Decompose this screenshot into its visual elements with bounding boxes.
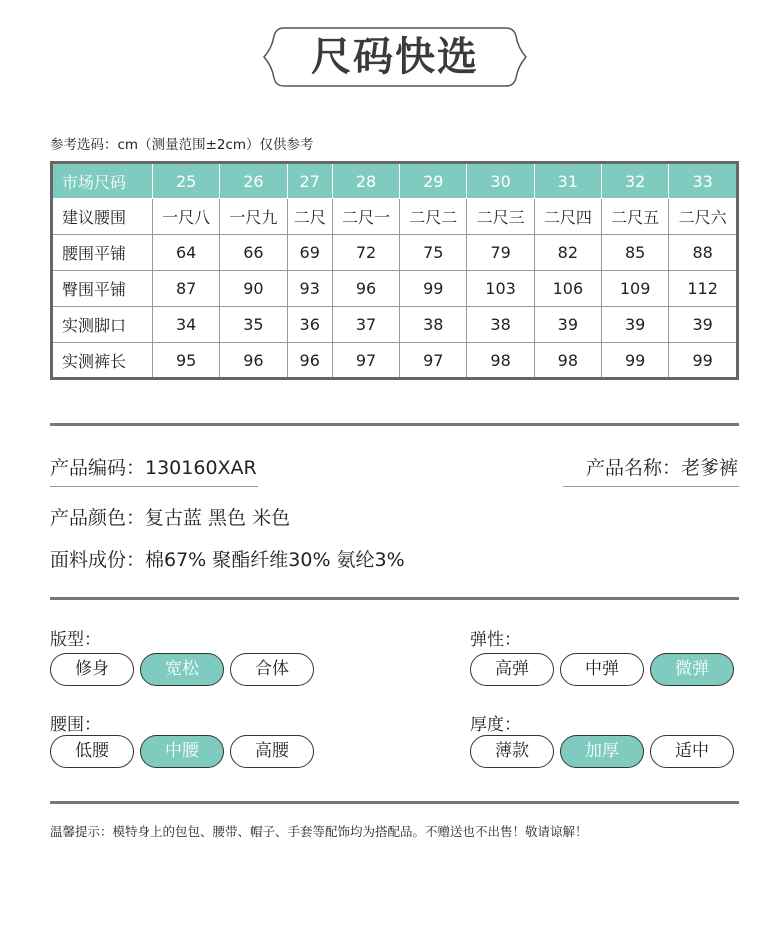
table-cell: 99 (602, 343, 669, 379)
product-name: 产品名称：老爹裤 (585, 457, 738, 479)
table-cell: 75 (400, 235, 467, 271)
table-cell: 72 (332, 235, 399, 271)
table-cell: 97 (332, 343, 399, 379)
table-cell: 29 (400, 163, 467, 199)
table-cell: 109 (602, 271, 669, 307)
table-cell: 32 (602, 163, 669, 199)
waist-label: 腰围： (50, 715, 101, 735)
waist-option-1[interactable]: 低腰 (50, 735, 134, 768)
size-table (50, 161, 739, 380)
table-cell: 106 (534, 271, 601, 307)
table-header-row (52, 163, 738, 199)
warm-tip: 温馨提示：模特身上的包包、腰带、帽子、手套等配饰均为搭配品。不赠送也不出售！敬请谅解！ (50, 824, 588, 839)
table-cell: 97 (400, 343, 467, 379)
table-cell: 96 (332, 271, 399, 307)
table-cell: 90 (220, 271, 287, 307)
table-cell: 39 (534, 307, 601, 343)
row-label: 实测裤长 (52, 343, 153, 379)
table-cell: 30 (467, 163, 534, 199)
waist-option-2[interactable]: 中腰 (140, 735, 224, 768)
table-cell: 38 (467, 307, 534, 343)
table-cell: 39 (669, 307, 738, 343)
table-cell: 31 (534, 163, 601, 199)
row-label: 臀围平铺 (52, 271, 153, 307)
title-badge (262, 26, 528, 88)
table-row (52, 235, 738, 271)
table-cell: 36 (287, 307, 332, 343)
row-label: 腰围平铺 (52, 235, 153, 271)
table-cell: 27 (287, 163, 332, 199)
table-cell: 95 (153, 343, 220, 379)
table-cell: 二尺六 (669, 199, 738, 235)
table-cell: 25 (153, 163, 220, 199)
divider-3 (50, 801, 739, 804)
table-row (52, 307, 738, 343)
fit-label: 版型： (50, 630, 101, 650)
product-name-underline (563, 486, 739, 487)
thickness-option-3[interactable]: 适中 (650, 735, 734, 768)
table-cell: 二尺一 (332, 199, 399, 235)
table-cell: 39 (602, 307, 669, 343)
table-cell: 99 (400, 271, 467, 307)
table-cell: 二尺四 (534, 199, 601, 235)
row-label: 市场尺码 (52, 163, 153, 199)
table-cell: 112 (669, 271, 738, 307)
table-cell: 二尺三 (467, 199, 534, 235)
table-cell: 28 (332, 163, 399, 199)
table-cell: 103 (467, 271, 534, 307)
waist-option-3[interactable]: 高腰 (230, 735, 314, 768)
thickness-label: 厚度： (470, 715, 521, 735)
table-cell: 37 (332, 307, 399, 343)
fit-option-1[interactable]: 修身 (50, 653, 134, 686)
table-cell: 99 (669, 343, 738, 379)
table-cell: 一尺九 (220, 199, 287, 235)
elasticity-option-1[interactable]: 高弹 (470, 653, 554, 686)
row-label: 实测脚口 (52, 307, 153, 343)
page-title: 尺码快选 (311, 34, 479, 80)
table-cell: 79 (467, 235, 534, 271)
table-cell: 98 (467, 343, 534, 379)
fit-option-3[interactable]: 合体 (230, 653, 314, 686)
table-cell: 93 (287, 271, 332, 307)
table-row (52, 199, 738, 235)
row-label: 建议腰围 (52, 199, 153, 235)
product-fabric: 面料成份：棉67% 聚酯纤维30% 氨纶3% (50, 549, 405, 571)
table-cell: 35 (220, 307, 287, 343)
elasticity-option-3[interactable]: 微弹 (650, 653, 734, 686)
thickness-option-1[interactable]: 薄款 (470, 735, 554, 768)
table-cell: 二尺五 (602, 199, 669, 235)
table-cell: 69 (287, 235, 332, 271)
table-cell: 二尺二 (400, 199, 467, 235)
table-cell: 88 (669, 235, 738, 271)
table-row (52, 343, 738, 379)
table-cell: 96 (287, 343, 332, 379)
table-cell: 85 (602, 235, 669, 271)
product-colors: 产品颜色：复古蓝 黑色 米色 (50, 507, 291, 529)
fit-option-2[interactable]: 宽松 (140, 653, 224, 686)
table-cell: 33 (669, 163, 738, 199)
table-cell: 96 (220, 343, 287, 379)
table-cell: 64 (153, 235, 220, 271)
table-cell: 34 (153, 307, 220, 343)
elasticity-label: 弹性： (470, 630, 521, 650)
table-cell: 87 (153, 271, 220, 307)
product-code: 产品编码：130160XAR (50, 457, 257, 479)
divider-1 (50, 423, 739, 426)
table-row (52, 271, 738, 307)
elasticity-option-2[interactable]: 中弹 (560, 653, 644, 686)
reference-note: 参考选码：cm（测量范围±2cm）仅供参考 (50, 137, 314, 153)
table-cell: 82 (534, 235, 601, 271)
product-code-underline (50, 486, 258, 487)
table-cell: 26 (220, 163, 287, 199)
table-cell: 66 (220, 235, 287, 271)
thickness-option-2[interactable]: 加厚 (560, 735, 644, 768)
table-cell: 38 (400, 307, 467, 343)
table-cell: 二尺 (287, 199, 332, 235)
table-cell: 98 (534, 343, 601, 379)
table-cell: 一尺八 (153, 199, 220, 235)
divider-2 (50, 597, 739, 600)
